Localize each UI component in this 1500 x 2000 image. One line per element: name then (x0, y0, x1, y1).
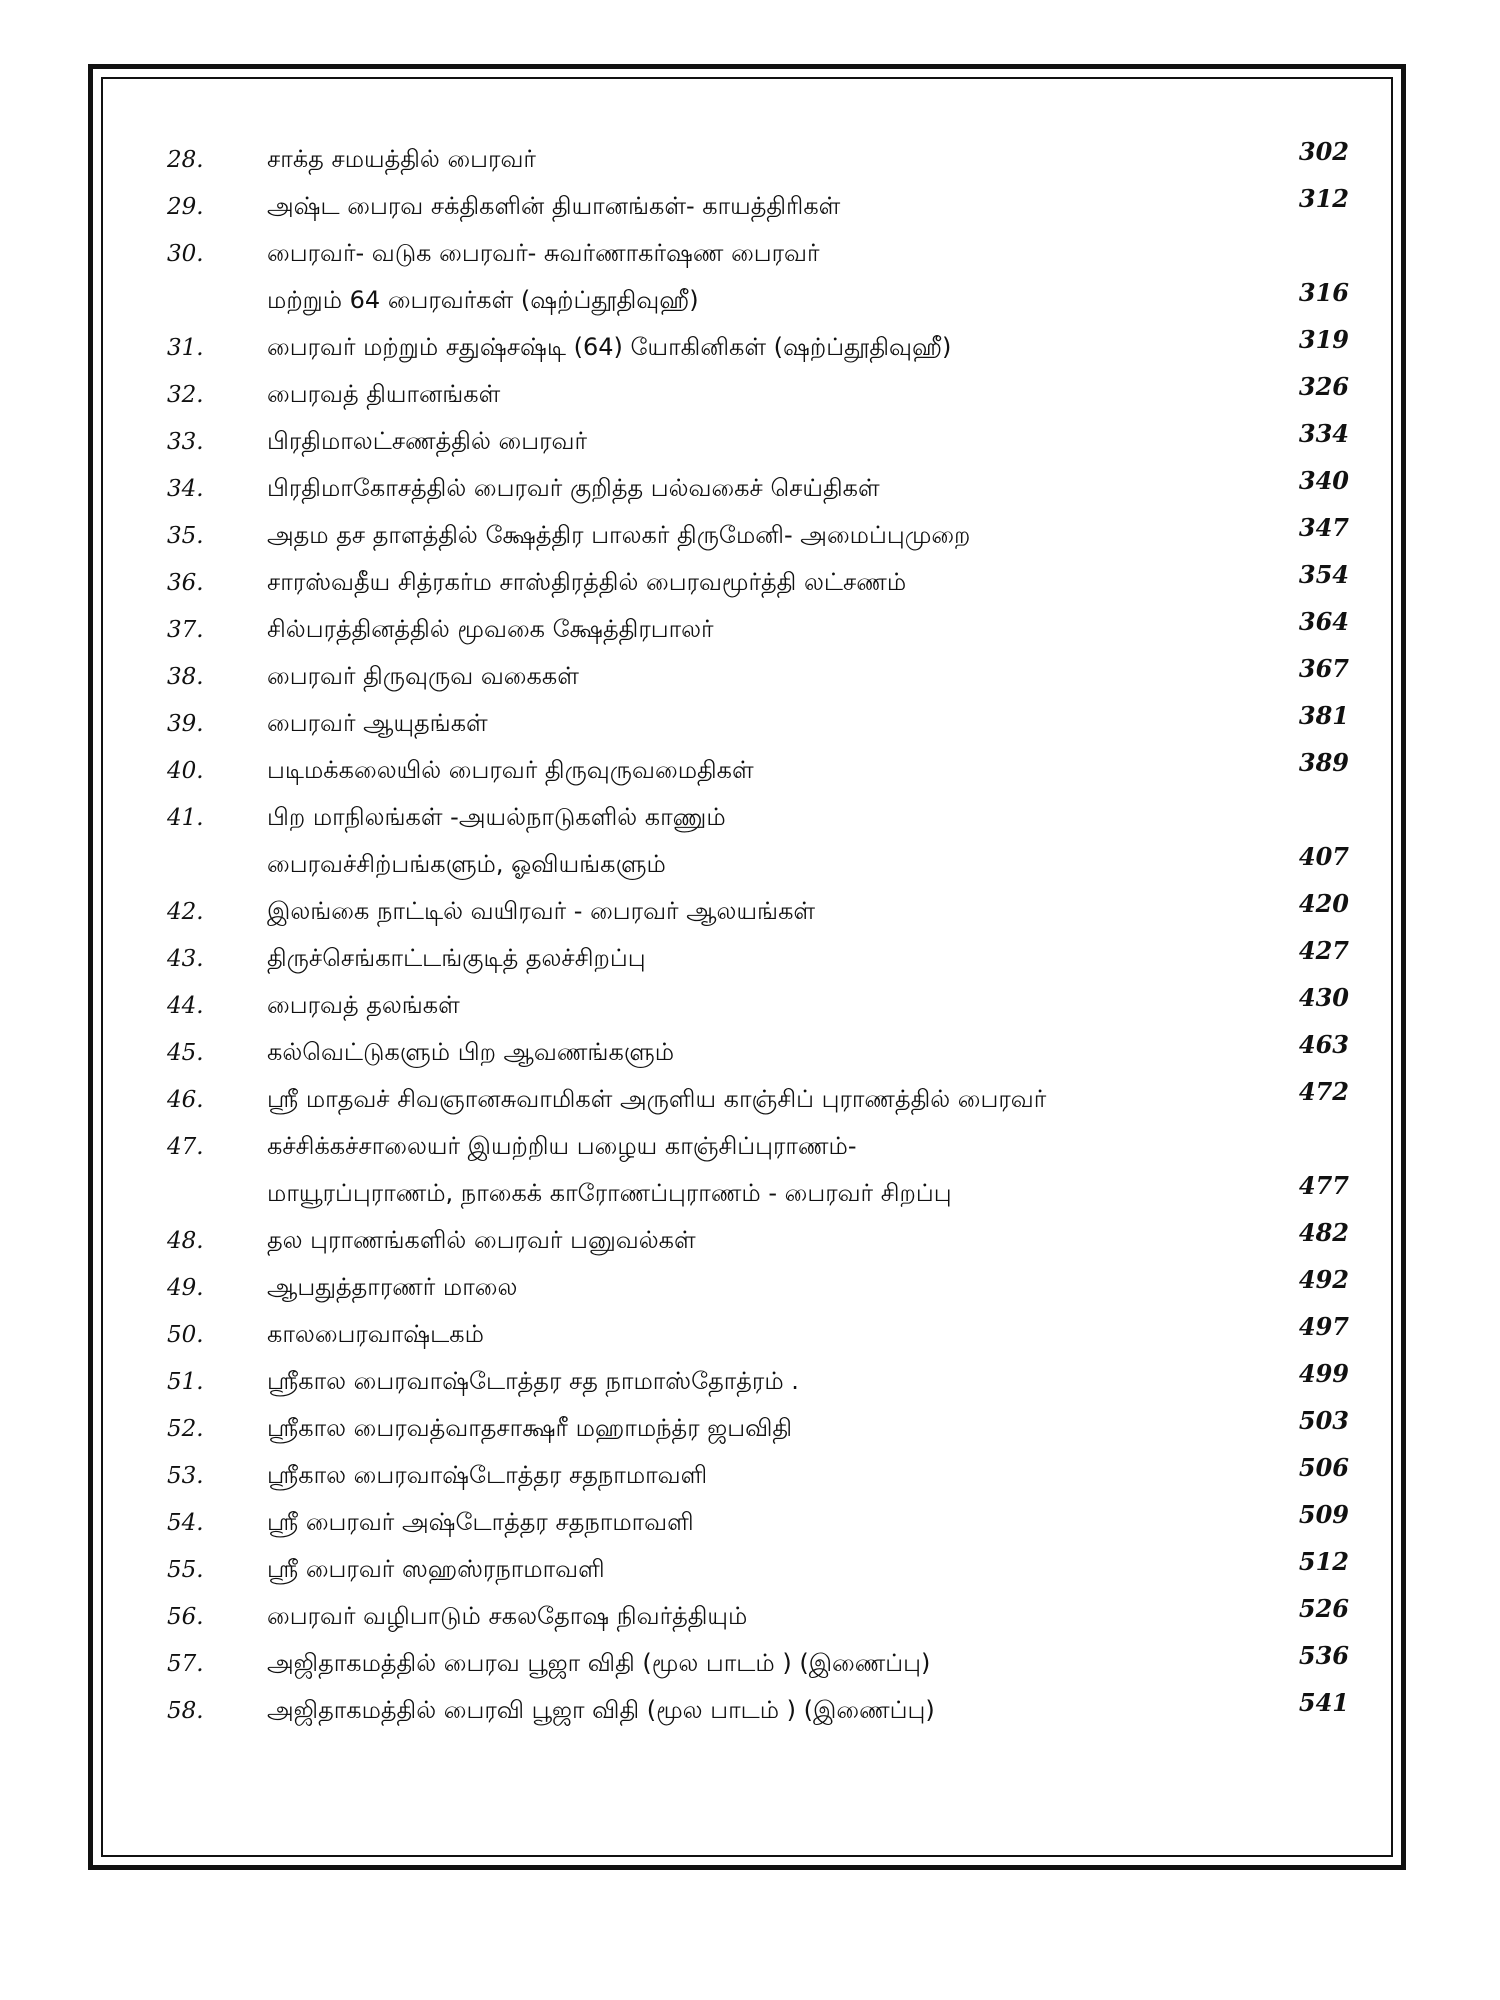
entry-page-number: 389 (1298, 748, 1349, 777)
entry-number: 47. (167, 1134, 204, 1160)
entry-number: 58. (167, 1698, 204, 1724)
entry-page-number: 472 (1298, 1077, 1349, 1106)
toc-entry (133, 468, 1349, 515)
toc-entry (133, 327, 1349, 374)
entry-number: 57. (167, 1651, 204, 1677)
entry-page-number: 477 (1298, 1171, 1349, 1200)
toc-entry-line (133, 1173, 1349, 1220)
toc-entry (133, 1643, 1349, 1690)
entry-title: இலங்கை நாட்டில் வயிரவர் - பைரவர் ஆலயங்கள் (267, 897, 816, 925)
entry-page-number: 482 (1298, 1218, 1349, 1247)
entry-number: 41. (167, 805, 204, 831)
entry-number: 45. (167, 1040, 204, 1066)
page-border-outer (88, 64, 1406, 1870)
toc-entry (133, 421, 1349, 468)
entry-page-number: 367 (1298, 654, 1349, 683)
entry-page-number: 503 (1298, 1406, 1349, 1435)
entry-title: பைரவர் வழிபாடும் சகலதோஷ நிவர்த்தியும் (267, 1602, 748, 1630)
entry-title: ஸ்ரீ பைரவர் ஸஹஸ்ரநாமாவளி (267, 1555, 605, 1583)
entry-title: பைரவர் திருவுருவ வகைகள் (267, 662, 579, 690)
entry-number: 42. (167, 899, 204, 925)
entry-page-number: 312 (1298, 184, 1349, 213)
toc-entry (133, 1596, 1349, 1643)
entry-page-number: 319 (1298, 325, 1349, 354)
entry-number: 50. (167, 1322, 204, 1348)
toc-entry (133, 233, 1349, 327)
toc-entry-line (133, 468, 1349, 515)
toc-entry-line (133, 609, 1349, 656)
toc-entry (133, 656, 1349, 703)
entry-page-number: 334 (1298, 419, 1349, 448)
entry-title: கச்சிக்கச்சாலையர் இயற்றிய பழைய காஞ்சிப்புராணம்- (267, 1132, 857, 1160)
entry-number: 29. (167, 194, 204, 220)
entry-page-number: 347 (1298, 513, 1349, 542)
entry-number: 39. (167, 711, 204, 737)
entry-title: பைரவச்சிற்பங்களும், ஓவியங்களும் (267, 850, 666, 878)
toc-entry-line (133, 844, 1349, 891)
toc-entry-line (133, 1220, 1349, 1267)
toc-entry-line (133, 515, 1349, 562)
toc-entry (133, 1549, 1349, 1596)
entry-title: பைரவத் தலங்கள் (267, 991, 460, 1019)
entry-number: 35. (167, 523, 204, 549)
toc-entry (133, 750, 1349, 797)
entry-title: பைரவர் மற்றும் சதுஷ்சஷ்டி (64) யோகினிகள் (ஷற்ப்தூதிவுஹீ) (267, 333, 952, 361)
entry-page-number: 492 (1298, 1265, 1349, 1294)
entry-title: பைரவத் தியானங்கள் (267, 380, 501, 408)
table-of-contents (133, 139, 1349, 1737)
entry-page-number: 316 (1298, 278, 1349, 307)
toc-entry-line (133, 233, 1349, 280)
entry-page-number: 509 (1298, 1500, 1349, 1529)
toc-entry (133, 374, 1349, 421)
entry-title: சாரஸ்வதீய சித்ரகர்ம சாஸ்திரத்தில் பைரவமூர்த்தி லட்சணம் (267, 568, 907, 596)
entry-title: ஆபதுத்தாரணர் மாலை (267, 1273, 518, 1301)
entry-title: ஸ்ரீகால பைரவத்வாதசாக்ஷரீ மஹாமந்த்ர ஜபவிதி (267, 1414, 793, 1442)
toc-entry-line (133, 1455, 1349, 1502)
entry-page-number: 499 (1298, 1359, 1349, 1388)
entry-number: 56. (167, 1604, 204, 1630)
toc-entry-line (133, 891, 1349, 938)
entry-title: சாக்த சமயத்தில் பைரவர் (267, 145, 536, 173)
toc-entry-line (133, 421, 1349, 468)
toc-entry-line (133, 1267, 1349, 1314)
entry-number: 40. (167, 758, 204, 784)
entry-page-number: 427 (1298, 936, 1349, 965)
toc-entry (133, 938, 1349, 985)
toc-entry-line (133, 1549, 1349, 1596)
toc-entry-line (133, 985, 1349, 1032)
toc-entry-line (133, 186, 1349, 233)
toc-entry (133, 1032, 1349, 1079)
toc-entry-line (133, 1079, 1349, 1126)
entry-page-number: 541 (1298, 1688, 1349, 1717)
toc-entry-line (133, 938, 1349, 985)
entry-title: அஜிதாகமத்தில் பைரவ பூஜா விதி (மூல பாடம் ) (இணைப்பு) (267, 1649, 931, 1677)
toc-entry-line (133, 703, 1349, 750)
toc-entry (133, 1502, 1349, 1549)
toc-entry (133, 1361, 1349, 1408)
entry-number: 43. (167, 946, 204, 972)
entry-page-number: 364 (1298, 607, 1349, 636)
toc-entry (133, 891, 1349, 938)
entry-number: 36. (167, 570, 204, 596)
toc-entry (133, 609, 1349, 656)
entry-title: ஸ்ரீ பைரவர் அஷ்டோத்தர சதநாமாவளி (267, 1508, 694, 1536)
entry-number: 38. (167, 664, 204, 690)
entry-number: 30. (167, 241, 204, 267)
entry-page-number: 340 (1298, 466, 1349, 495)
toc-entry-line (133, 1690, 1349, 1737)
entry-number: 54. (167, 1510, 204, 1536)
toc-entry-line (133, 1032, 1349, 1079)
entry-page-number: 526 (1298, 1594, 1349, 1623)
entry-number: 49. (167, 1275, 204, 1301)
toc-entry (133, 1267, 1349, 1314)
entry-title: பிற மாநிலங்கள் -அயல்நாடுகளில் காணும் (267, 803, 726, 831)
toc-entry-line (133, 1596, 1349, 1643)
entry-number: 48. (167, 1228, 204, 1254)
toc-entry (133, 186, 1349, 233)
toc-entry (133, 703, 1349, 750)
entry-number: 28. (167, 147, 204, 173)
entry-title: அஜிதாகமத்தில் பைரவி பூஜா விதி (மூல பாடம் ) (இணைப்பு) (267, 1696, 935, 1724)
entry-page-number: 463 (1298, 1030, 1349, 1059)
toc-entry (133, 1455, 1349, 1502)
entry-number: 52. (167, 1416, 204, 1442)
toc-entry (133, 1314, 1349, 1361)
toc-entry (133, 562, 1349, 609)
entry-title: தல புராணங்களில் பைரவர் பனுவல்கள் (267, 1226, 696, 1254)
entry-page-number: 506 (1298, 1453, 1349, 1482)
toc-entry-line (133, 797, 1349, 844)
entry-page-number: 354 (1298, 560, 1349, 589)
entry-number: 53. (167, 1463, 204, 1489)
toc-entry-line (133, 1361, 1349, 1408)
entry-page-number: 430 (1298, 983, 1349, 1012)
entry-number: 55. (167, 1557, 204, 1583)
toc-entry (133, 985, 1349, 1032)
toc-entry-line (133, 1408, 1349, 1455)
entry-page-number: 326 (1298, 372, 1349, 401)
entry-number: 46. (167, 1087, 204, 1113)
toc-entry-line (133, 1502, 1349, 1549)
entry-page-number: 420 (1298, 889, 1349, 918)
toc-entry-line (133, 374, 1349, 421)
entry-page-number: 302 (1298, 137, 1349, 166)
toc-entry (133, 515, 1349, 562)
toc-entry (133, 1690, 1349, 1737)
toc-entry (133, 1079, 1349, 1126)
entry-number: 44. (167, 993, 204, 1019)
entry-title: கல்வெட்டுகளும் பிற ஆவணங்களும் (267, 1038, 675, 1066)
entry-page-number: 512 (1298, 1547, 1349, 1576)
entry-title: பைரவர்- வடுக பைரவர்- சுவர்ணாகர்ஷண பைரவர் (267, 239, 820, 267)
toc-entry-line (133, 139, 1349, 186)
entry-title: மாயூரப்புராணம், நாகைக் காரோணப்புராணம் - பைரவர் சிறப்பு (267, 1179, 952, 1207)
entry-page-number: 407 (1298, 842, 1349, 871)
entry-number: 51. (167, 1369, 204, 1395)
toc-entry (133, 139, 1349, 186)
toc-entry-line (133, 1314, 1349, 1361)
toc-entry-line (133, 327, 1349, 374)
entry-number: 34. (167, 476, 204, 502)
toc-entry-line (133, 1126, 1349, 1173)
entry-title: மற்றும் 64 பைரவர்கள் (ஷற்ப்தூதிவுஹீ) (267, 286, 699, 314)
entry-title: திருச்செங்காட்டங்குடித் தலச்சிறப்பு (267, 944, 646, 972)
entry-title: சில்பரத்தினத்தில் மூவகை க்ஷேத்திரபாலர் (267, 615, 714, 643)
toc-entry-line (133, 750, 1349, 797)
entry-page-number: 536 (1298, 1641, 1349, 1670)
entry-title: காலபைரவாஷ்டகம் (267, 1320, 484, 1348)
entry-title: ஸ்ரீ மாதவச் சிவஞானசுவாமிகள் அருளிய காஞ்சிப் புராணத்தில் பைரவர் (267, 1085, 1047, 1113)
toc-entry (133, 1126, 1349, 1220)
toc-entry (133, 1408, 1349, 1455)
entry-number: 31. (167, 335, 204, 361)
entry-number: 33. (167, 429, 204, 455)
toc-entry-line (133, 280, 1349, 327)
entry-title: அதம தச தாளத்தில் க்ஷேத்திர பாலகர் திருமேனி- அமைப்புமுறை (267, 521, 971, 549)
toc-entry (133, 1220, 1349, 1267)
entry-page-number: 497 (1298, 1312, 1349, 1341)
entry-title: பிரதிமாகோசத்தில் பைரவர் குறித்த பல்வகைச் செய்திகள் (267, 474, 880, 502)
entry-title: ஸ்ரீகால பைரவாஷ்டோத்தர சத நாமாஸ்தோத்ரம் . (267, 1367, 799, 1395)
entry-page-number: 381 (1298, 701, 1349, 730)
toc-entry-line (133, 1643, 1349, 1690)
toc-entry-line (133, 656, 1349, 703)
entry-title: பிரதிமாலட்சணத்தில் பைரவர் (267, 427, 587, 455)
entry-number: 32. (167, 382, 204, 408)
entry-title: அஷ்ட பைரவ சக்திகளின் தியானங்கள்- காயத்திரிகள் (267, 192, 841, 220)
toc-entry-line (133, 562, 1349, 609)
toc-entry (133, 797, 1349, 891)
entry-number: 37. (167, 617, 204, 643)
entry-title: படிமக்கலையில் பைரவர் திருவுருவமைதிகள் (267, 756, 754, 784)
entry-title: ஸ்ரீகால பைரவாஷ்டோத்தர சதநாமாவளி (267, 1461, 708, 1489)
entry-title: பைரவர் ஆயுதங்கள் (267, 709, 488, 737)
